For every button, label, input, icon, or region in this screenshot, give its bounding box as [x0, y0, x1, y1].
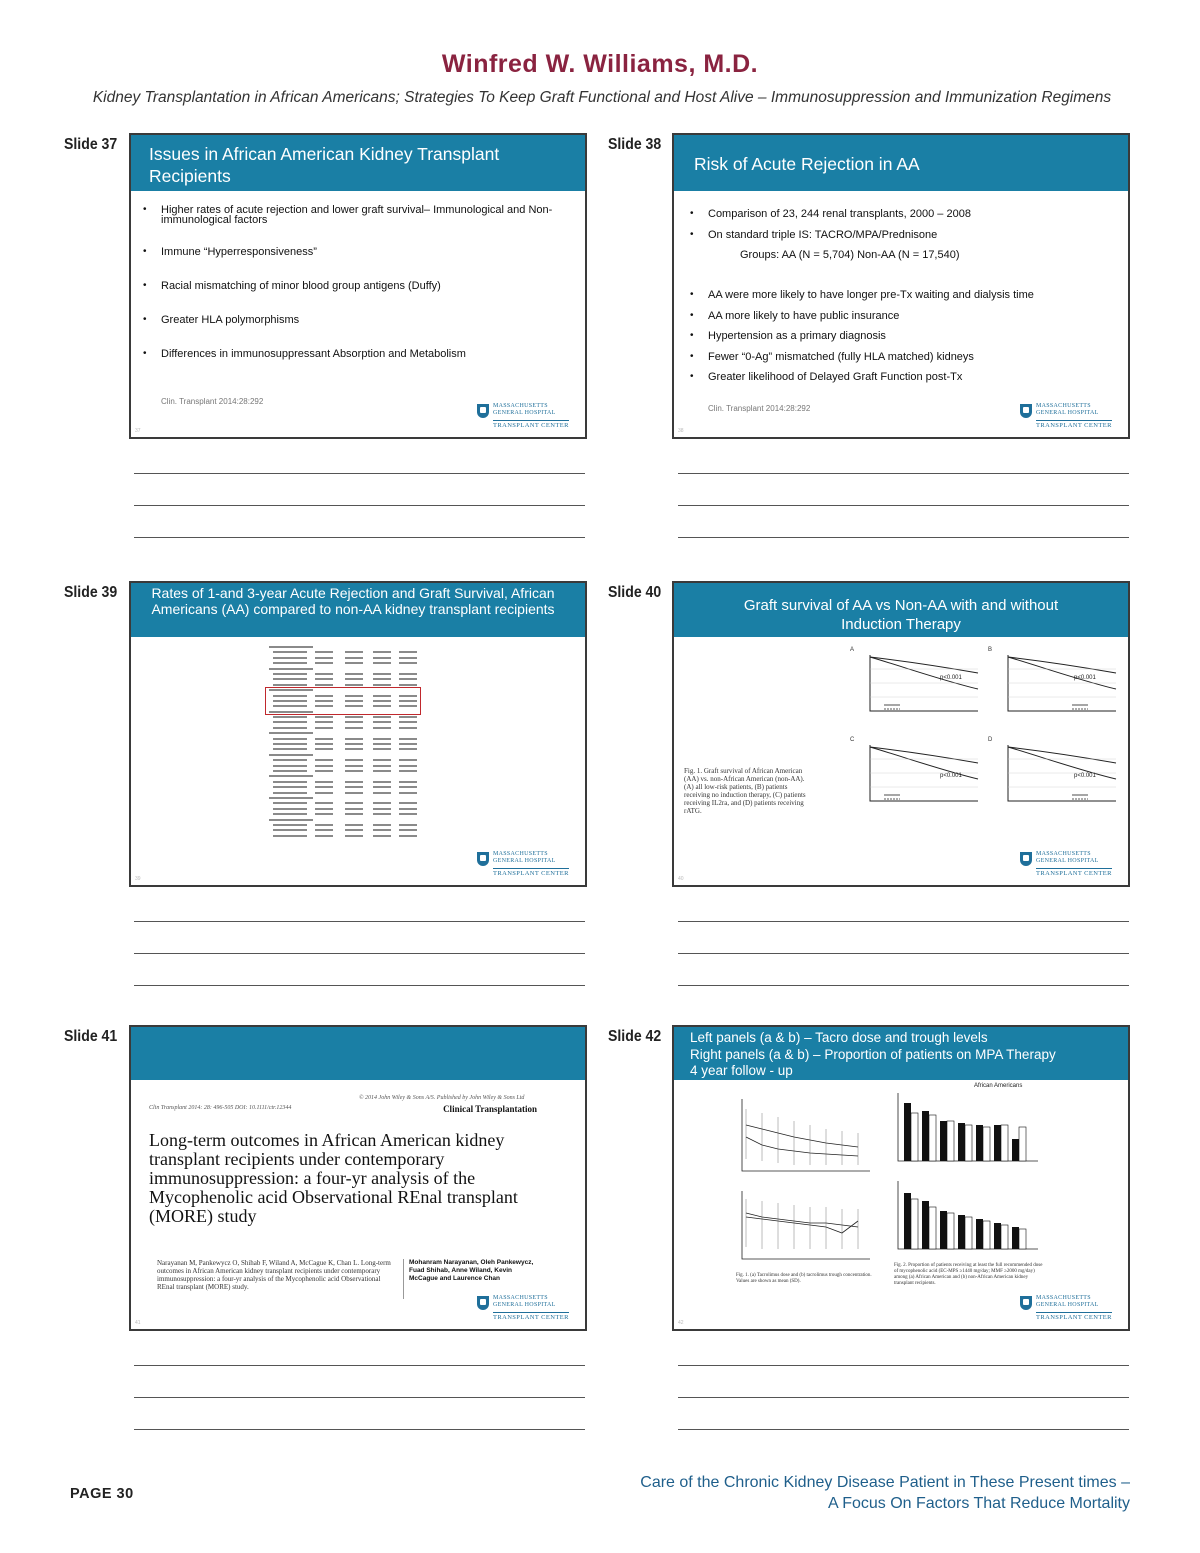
table-cell: [315, 662, 333, 664]
note-line: [134, 537, 585, 538]
table-row: [269, 737, 419, 741]
table-cell: [315, 727, 333, 729]
slide-label: Slide 39: [64, 584, 118, 601]
note-line: [678, 953, 1129, 954]
table-cell: [399, 678, 417, 680]
table-cell: [373, 835, 391, 837]
table-cell: [399, 662, 417, 664]
slide-38: [672, 133, 1130, 439]
logo-text: GENERAL HOSPITAL: [493, 858, 556, 864]
table-cell: [273, 765, 307, 767]
table-cell: [273, 835, 307, 837]
slide-40: [672, 581, 1130, 887]
table-cell: [345, 802, 363, 804]
table-cell: [345, 808, 363, 810]
tagline-line: Care of the Chronic Kidney Disease Patient in These Present times –: [640, 1474, 1130, 1491]
groups-text: Groups: AA (N = 5,704) Non-AA (N = 17,540): [740, 249, 960, 261]
note-line: [134, 473, 585, 474]
table-cell: [373, 721, 391, 723]
table-row: [269, 650, 419, 654]
table-cell: [269, 819, 313, 821]
table-cell: [399, 743, 417, 745]
table-cell: [273, 738, 307, 740]
table-row: [269, 747, 419, 751]
table-cell: [345, 748, 363, 750]
note-line: [134, 953, 585, 954]
table-cell: [373, 792, 391, 794]
table-cell: [315, 792, 333, 794]
bullet-item: • Racial mismatching of minor blood group antigens (Duffy): [141, 280, 561, 292]
logo-text: GENERAL HOSPITAL: [1036, 410, 1099, 416]
logo-text: MASSACHUSETTS: [493, 851, 548, 857]
shield-icon: [1020, 1296, 1032, 1310]
table-cell: [399, 829, 417, 831]
table-row: [269, 823, 419, 827]
survival-curve: [854, 741, 984, 809]
table-cell: [315, 678, 333, 680]
document-title: Winfred W. Williams, M.D.: [441, 50, 759, 78]
table-cell: [315, 835, 333, 837]
table-cell: [273, 651, 307, 653]
table-cell: [315, 684, 333, 686]
journal-reference: Clin Transplant 2014: 28: 496-505 DOI: 10.1111/ctr.12344: [149, 1105, 292, 1111]
table-cell: [315, 743, 333, 745]
journal-name: Clinical Transplantation: [443, 1104, 537, 1114]
table-row: [269, 801, 419, 805]
slide-title: Issues in African American Kidney Transplant Recipients: [131, 135, 585, 191]
table-cell: [345, 727, 363, 729]
table-cell: [373, 743, 391, 745]
table-row: [269, 667, 419, 671]
table-cell: [399, 770, 417, 772]
note-line: [678, 985, 1129, 986]
shield-icon: [1020, 404, 1032, 418]
footer-tagline: [640, 1472, 1130, 1514]
slide-number: 37: [135, 428, 141, 434]
p-value: p<0.001: [1074, 675, 1096, 681]
survival-panel: [988, 737, 1122, 809]
table-cell: [399, 792, 417, 794]
table-cell: [273, 829, 307, 831]
slide-39: [129, 581, 587, 887]
table-cell: [273, 770, 307, 772]
table-cell: [399, 673, 417, 675]
table-cell: [373, 770, 391, 772]
table-cell: [315, 829, 333, 831]
bullet-list: [688, 289, 1118, 383]
bullet-list: [688, 208, 1118, 241]
table-cell: [373, 678, 391, 680]
table-cell: [315, 802, 333, 804]
table-cell: [373, 673, 391, 675]
table-cell: [399, 684, 417, 686]
note-line: [134, 1365, 585, 1366]
table-cell: [373, 759, 391, 761]
table-cell: [399, 835, 417, 837]
table-cell: [345, 678, 363, 680]
title-line: 4 year follow - up: [690, 1063, 793, 1078]
survival-curve: [992, 741, 1122, 809]
table-cell: [399, 748, 417, 750]
table-cell: [399, 738, 417, 740]
table-cell: [269, 797, 313, 799]
note-line: [678, 505, 1129, 506]
table-cell: [345, 765, 363, 767]
table-cell: [315, 657, 333, 659]
bullet-item: • Hypertension as a primary diagnosis: [688, 330, 1118, 342]
table-row: [269, 769, 419, 773]
slide-label: Slide 37: [64, 136, 118, 153]
title-line: Left panels (a & b) – Tacro dose and trough levels: [690, 1030, 988, 1045]
table-cell: [273, 748, 307, 750]
slide-number: 40: [678, 876, 684, 882]
mgh-logo: [1020, 1295, 1114, 1321]
table-cell: [315, 781, 333, 783]
bullet-list: [141, 205, 561, 360]
table-cell: [273, 786, 307, 788]
table-cell: [273, 792, 307, 794]
figure-caption: Fig. 2. Proportion of patients receiving at least the full recommended dose of mycophenolic acid (EC-MPS ≥1440 mg/day; MMF ≥2000 mg/day) among (a) African American and (b) non-African American kidney transplant recipients.: [894, 1263, 1043, 1286]
table-row: [269, 774, 419, 778]
table-row: [269, 807, 419, 811]
logo-text: TRANSPLANT CENTER: [1036, 1314, 1112, 1321]
note-line: [678, 537, 1129, 538]
bullet-item: • Immune “Hyperresponsiveness”: [141, 246, 561, 258]
logo-text: MASSACHUSETTS: [493, 1295, 548, 1301]
p-value: p<0.001: [940, 773, 962, 779]
table-row: [269, 731, 419, 735]
table-cell: [373, 829, 391, 831]
survival-panel: [850, 737, 984, 809]
bullet-item: • Differences in immunosuppressant Absorption and Metabolism: [141, 348, 561, 360]
mpa-bar-chart-aa: [892, 1091, 1042, 1171]
table-cell: [269, 732, 313, 734]
table-cell: [399, 802, 417, 804]
note-line: [678, 473, 1129, 474]
paper-title: Long-term outcomes in African American kidney transplant recipients under contemporary immunosuppression: a four-yr analysis of the Mycophenolic acid Observational REnal transplant (MORE) study: [149, 1130, 518, 1226]
divider: [403, 1259, 404, 1299]
table-cell: [399, 657, 417, 659]
table-cell: [315, 765, 333, 767]
table-row: [269, 834, 419, 838]
table-cell: [273, 721, 307, 723]
slide-number: 38: [678, 428, 684, 434]
table-cell: [373, 802, 391, 804]
table-cell: [315, 651, 333, 653]
table-cell: [399, 759, 417, 761]
table-cell: [373, 716, 391, 718]
survival-panel: [850, 647, 984, 719]
table-cell: [273, 813, 307, 815]
bullet-item: • Greater HLA polymorphisms: [141, 314, 561, 326]
table-cell: [345, 651, 363, 653]
table-cell: [315, 748, 333, 750]
table-row: [269, 656, 419, 660]
table-cell: [345, 743, 363, 745]
table-cell: [345, 657, 363, 659]
bullet-item: • AA were more likely to have longer pre-Tx waiting and dialysis time: [688, 289, 1118, 301]
table-row: [269, 758, 419, 762]
slide-title: [674, 1027, 1128, 1080]
bullet-item: • Higher rates of acute rejection and lower graft survival– Immunological and Non-immunological factors: [141, 205, 561, 225]
table-cell: [399, 824, 417, 826]
table-row: [269, 715, 419, 719]
p-value: p<0.001: [1074, 773, 1096, 779]
mgh-logo: [477, 1295, 571, 1321]
note-line: [678, 1365, 1129, 1366]
document-subtitle: Kidney Transplantation in African Americans; Strategies To Keep Graft Functional and Host Alive – Immunosuppression and Immunization Regimens: [92, 89, 1112, 106]
table-cell: [273, 808, 307, 810]
table-row: [269, 661, 419, 665]
logo-text: TRANSPLANT CENTER: [493, 870, 569, 877]
table-cell: [315, 759, 333, 761]
table-cell: [269, 646, 313, 648]
table-cell: [273, 759, 307, 761]
table-cell: [373, 824, 391, 826]
citation: Clin. Transplant 2014:28:292: [161, 397, 264, 406]
table-cell: [399, 781, 417, 783]
table-cell: [273, 684, 307, 686]
logo-text: MASSACHUSETTS: [1036, 851, 1091, 857]
note-line: [678, 1429, 1129, 1430]
note-line: [134, 505, 585, 506]
table-cell: [345, 786, 363, 788]
table-cell: [315, 813, 333, 815]
table-cell: [399, 727, 417, 729]
note-line: [678, 921, 1129, 922]
table-cell: [273, 727, 307, 729]
table-row: [269, 818, 419, 822]
note-line: [134, 985, 585, 986]
table-cell: [345, 738, 363, 740]
logo-text: MASSACHUSETTS: [1036, 1295, 1091, 1301]
survival-panel: [988, 647, 1122, 719]
table-cell: [315, 721, 333, 723]
logo-text: GENERAL HOSPITAL: [1036, 1302, 1099, 1308]
table-row: [269, 753, 419, 757]
shield-icon: [477, 852, 489, 866]
slide-title: Rates of 1-and 3-year Acute Rejection and Graft Survival, African Americans (AA) compared to non-AA kidney transplant recipients: [131, 583, 585, 637]
slide-42: [672, 1025, 1130, 1331]
table-cell: [273, 802, 307, 804]
table-row: [269, 726, 419, 730]
table-row: [269, 720, 419, 724]
copyright-line: © 2014 John Wiley & Sons A/S. Published by John Wiley & Sons Ltd: [359, 1095, 525, 1101]
table-cell: [345, 716, 363, 718]
table-cell: [345, 824, 363, 826]
note-line: [134, 1429, 585, 1430]
table-cell: [399, 651, 417, 653]
slide-37: [129, 133, 587, 439]
table-row: [269, 677, 419, 681]
data-table-image: [269, 645, 419, 849]
table-cell: [373, 738, 391, 740]
slide-number: 41: [135, 1320, 141, 1326]
table-row: [269, 791, 419, 795]
note-line: [134, 1397, 585, 1398]
table-cell: [399, 786, 417, 788]
bullet-item: • Greater likelihood of Delayed Graft Function post-Tx: [688, 371, 1118, 383]
bullet-item: • AA more likely to have public insurance: [688, 310, 1118, 322]
table-cell: [399, 721, 417, 723]
table-cell: [315, 824, 333, 826]
shield-icon: [477, 404, 489, 418]
tacrolimus-trough-chart: [734, 1187, 874, 1271]
slide-title: Risk of Acute Rejection in AA: [674, 135, 1128, 191]
shield-icon: [477, 1296, 489, 1310]
figure-caption: Fig. 1. Graft survival of African American (AA) vs. non-African American (non-AA). (A) all low-risk patients, (B) patients receiving no induction therapy, (C) patients receiving IL2ra, and (D) patients receiving rATG.: [684, 767, 806, 815]
logo-text: MASSACHUSETTS: [493, 403, 548, 409]
table-cell: [315, 808, 333, 810]
citation: Clin. Transplant 2014:28:292: [708, 404, 811, 413]
table-row: [269, 812, 419, 816]
table-cell: [345, 835, 363, 837]
table-cell: [373, 781, 391, 783]
table-cell: [315, 770, 333, 772]
table-cell: [373, 748, 391, 750]
survival-curve: [854, 651, 984, 719]
table-cell: [373, 813, 391, 815]
table-row: [269, 672, 419, 676]
table-cell: [273, 716, 307, 718]
table-cell: [315, 786, 333, 788]
table-row: [269, 785, 419, 789]
paper-citation: Narayanan M, Pankewycz O, Shihab F, Wiland A, McCague K, Chan L. Long-term outcomes in African American kidney transplant recipients under contemporary immunosuppression: a four-yr analysis of the Mycophenolic acid Observational REnal transplant (MORE) study.: [157, 1259, 391, 1291]
table-cell: [273, 678, 307, 680]
bullet-item: • On standard triple IS: TACRO/MPA/Prednisone: [688, 229, 1118, 241]
survival-curve: [992, 651, 1122, 719]
tagline-line: A Focus On Factors That Reduce Mortality: [827, 1495, 1130, 1512]
table-cell: [373, 786, 391, 788]
table-cell: [345, 662, 363, 664]
table-cell: [373, 765, 391, 767]
logo-text: TRANSPLANT CENTER: [1036, 870, 1112, 877]
slide-41: [129, 1025, 587, 1331]
table-row: [269, 796, 419, 800]
panel-letter: B: [988, 647, 993, 653]
table-row: [269, 645, 419, 649]
note-line: [678, 1397, 1129, 1398]
table-cell: [273, 781, 307, 783]
table-cell: [399, 716, 417, 718]
slide-number: 39: [135, 876, 141, 882]
table-cell: [345, 770, 363, 772]
p-value: p<0.001: [940, 675, 962, 681]
paper-authors: Mohanram Narayanan, Oleh Pankewycz, Fuad Shihab, Anne Wiland, Kevin McCague and Laurence Chan: [409, 1259, 534, 1282]
table-cell: [345, 673, 363, 675]
bullet-item: • Fewer “0-Ag” mismatched (fully HLA matched) kidneys: [688, 351, 1118, 363]
mgh-logo: [1020, 403, 1114, 429]
table-cell: [269, 754, 313, 756]
table-row: [269, 780, 419, 784]
slide-number: 42: [678, 1320, 684, 1326]
chart-header: African Americans: [974, 1083, 1023, 1089]
page-number: PAGE 30: [70, 1486, 134, 1502]
panel-letter: D: [988, 737, 993, 743]
logo-text: TRANSPLANT CENTER: [493, 422, 569, 429]
table-cell: [315, 716, 333, 718]
table-cell: [273, 743, 307, 745]
table-cell: [345, 759, 363, 761]
mgh-logo: [477, 403, 571, 429]
table-row: [269, 742, 419, 746]
table-cell: [373, 727, 391, 729]
slide-label: Slide 41: [64, 1028, 118, 1045]
table-cell: [373, 657, 391, 659]
table-cell: [273, 662, 307, 664]
logo-text: MASSACHUSETTS: [1036, 403, 1091, 409]
bullet-item: • Comparison of 23, 244 renal transplants, 2000 – 2008: [688, 208, 1118, 220]
table-cell: [345, 684, 363, 686]
table-row: [269, 764, 419, 768]
table-cell: [273, 657, 307, 659]
table-row: [269, 828, 419, 832]
table-cell: [315, 738, 333, 740]
mgh-logo: [1020, 851, 1114, 877]
table-cell: [345, 781, 363, 783]
logo-text: TRANSPLANT CENTER: [1036, 422, 1112, 429]
highlight-box: [265, 687, 421, 715]
table-cell: [273, 824, 307, 826]
panel-letter: C: [850, 737, 855, 743]
table-cell: [345, 792, 363, 794]
logo-text: TRANSPLANT CENTER: [493, 1314, 569, 1321]
slide-label: Slide 40: [608, 584, 662, 601]
slide-title: [131, 1027, 585, 1080]
logo-text: GENERAL HOSPITAL: [1036, 858, 1099, 864]
logo-text: GENERAL HOSPITAL: [493, 1302, 556, 1308]
table-cell: [273, 673, 307, 675]
table-cell: [269, 668, 313, 670]
slide-label: Slide 42: [608, 1028, 662, 1045]
logo-text: GENERAL HOSPITAL: [493, 410, 556, 416]
table-cell: [399, 813, 417, 815]
table-cell: [399, 808, 417, 810]
mpa-bar-chart-non-aa: [892, 1179, 1042, 1259]
table-cell: [373, 808, 391, 810]
note-line: [134, 921, 585, 922]
table-cell: [345, 721, 363, 723]
table-cell: [269, 775, 313, 777]
slide-title: Graft survival of AA vs Non-AA with and without Induction Therapy: [674, 583, 1128, 637]
table-cell: [345, 829, 363, 831]
table-cell: [345, 813, 363, 815]
slide-label: Slide 38: [608, 136, 662, 153]
tacrolimus-dose-chart: [734, 1095, 874, 1183]
panel-letter: A: [850, 647, 855, 653]
mgh-logo: [477, 851, 571, 877]
table-cell: [373, 684, 391, 686]
table-cell: [399, 765, 417, 767]
figure-caption: Fig. 1. (a) Tacrolimus dose and (b) tacrolimus trough concentration. Values are shown as mean (SD).: [736, 1273, 872, 1284]
shield-icon: [1020, 852, 1032, 866]
table-cell: [373, 651, 391, 653]
title-line: Right panels (a & b) – Proportion of patients on MPA Therapy: [690, 1046, 1056, 1062]
table-cell: [373, 662, 391, 664]
table-cell: [315, 673, 333, 675]
